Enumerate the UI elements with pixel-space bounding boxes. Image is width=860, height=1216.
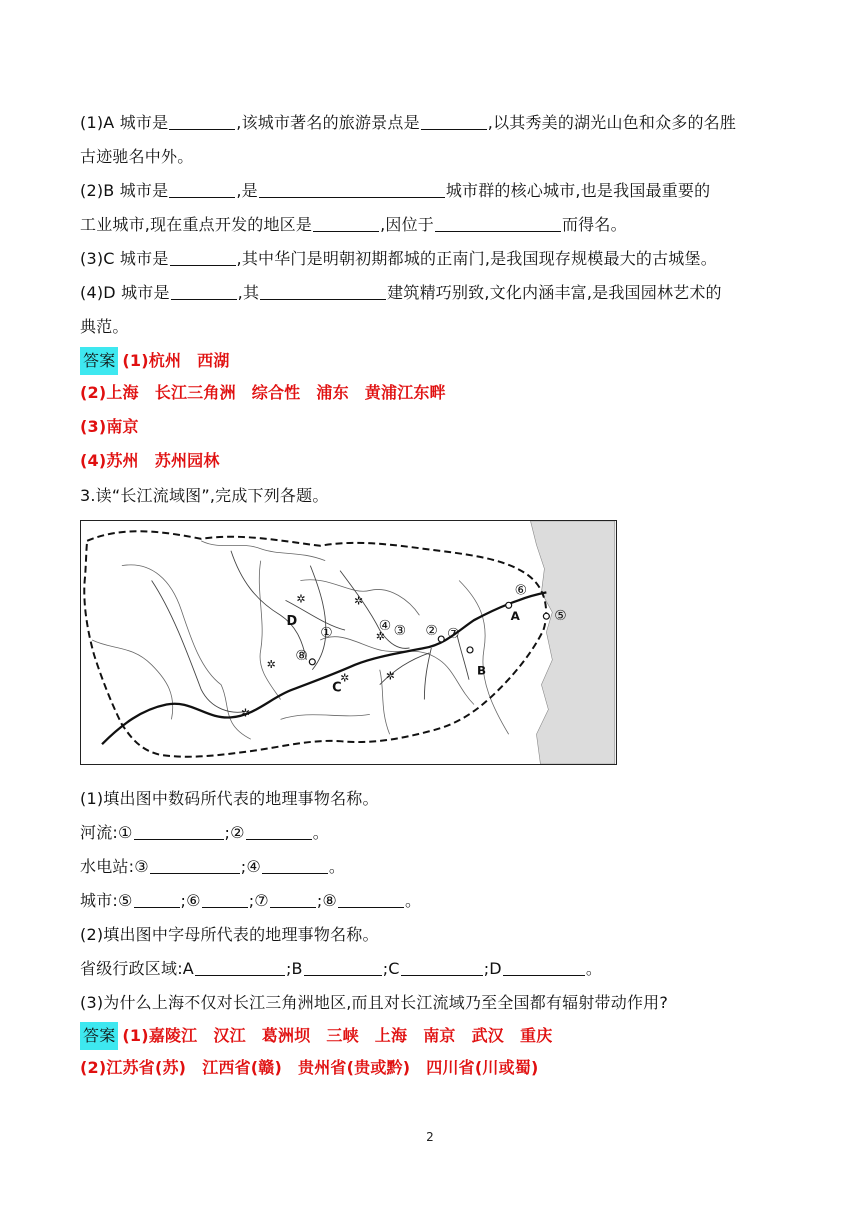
text: 而得名。 bbox=[561, 215, 627, 234]
text: ;C bbox=[382, 959, 400, 978]
q3-river-line bbox=[80, 821, 800, 845]
answer-item: 武汉 bbox=[471, 1026, 505, 1045]
label-D: D bbox=[286, 614, 298, 630]
text: ;④ bbox=[240, 857, 261, 876]
text: (2)B 城市是 bbox=[80, 181, 169, 200]
answer-item: 黄浦江东畔 bbox=[364, 383, 446, 402]
text: ;D bbox=[483, 959, 502, 978]
blank bbox=[304, 957, 382, 976]
blank bbox=[260, 281, 386, 300]
answer-item: 四川省(川或蜀) bbox=[426, 1058, 539, 1077]
text: ,其 bbox=[237, 283, 260, 302]
city-marker bbox=[467, 647, 473, 653]
blank bbox=[259, 179, 445, 198]
q2-part2-line2 bbox=[80, 213, 800, 237]
yangtze-basin-map bbox=[80, 520, 617, 765]
q2-part1-line1 bbox=[80, 111, 800, 135]
label-1: ① bbox=[320, 625, 333, 642]
answer-item: 重庆 bbox=[520, 1026, 553, 1045]
text: ,该城市著名的旅游景点是 bbox=[236, 113, 420, 132]
label-2: ② bbox=[425, 623, 438, 640]
blank bbox=[313, 213, 379, 232]
answer-item: 贵州省(贵或黔) bbox=[298, 1058, 411, 1077]
q3-answer-line-2 bbox=[80, 1056, 800, 1080]
text: 。 bbox=[404, 891, 422, 910]
q3-answer-line-1 bbox=[80, 1022, 800, 1050]
answer-item: (4)苏州 bbox=[80, 451, 139, 470]
blank bbox=[169, 111, 235, 130]
q2-answer-line-2 bbox=[80, 381, 800, 405]
q3-part2-title bbox=[80, 923, 800, 947]
text: 城市群的核心城市,也是我国最重要的 bbox=[445, 181, 711, 200]
label-7: ⑦ bbox=[447, 626, 460, 643]
text: 城市:⑤ bbox=[80, 891, 133, 910]
answer-item: 综合性 bbox=[251, 383, 301, 402]
tributary-rivers bbox=[152, 551, 469, 712]
text: (1)A 城市是 bbox=[80, 113, 169, 132]
map-labels bbox=[287, 582, 567, 695]
answer-item: 上海 bbox=[374, 1026, 408, 1045]
answer-label: 答案 bbox=[80, 1022, 118, 1050]
city-marker bbox=[438, 636, 444, 642]
text: 古迹驰名中外。 bbox=[80, 147, 194, 166]
q2-part3-line bbox=[80, 247, 800, 271]
text: 工业城市,现在重点开发的地区是 bbox=[80, 215, 313, 234]
label-6: ⑥ bbox=[514, 582, 528, 599]
blank bbox=[401, 957, 483, 976]
answer-item: 葛洲坝 bbox=[261, 1026, 311, 1045]
text: ,是 bbox=[236, 181, 258, 200]
q3-part1-title bbox=[80, 787, 800, 811]
hydro-stars bbox=[241, 592, 395, 719]
city-marker bbox=[506, 602, 512, 608]
q3-title bbox=[80, 484, 800, 508]
answer-item: (2)江苏省(苏) bbox=[80, 1058, 187, 1077]
blank bbox=[150, 855, 240, 874]
blank bbox=[503, 957, 585, 976]
answer-item: 长江三角洲 bbox=[154, 383, 236, 402]
q3-part3-title bbox=[80, 991, 800, 1015]
label-C: C bbox=[332, 680, 342, 696]
text: 。 bbox=[312, 823, 329, 842]
blank bbox=[195, 957, 285, 976]
text: (1)填出图中数码所代表的地理事物名称。 bbox=[80, 789, 379, 808]
text: 河流:① bbox=[80, 823, 133, 842]
q2-answer-line-1 bbox=[80, 347, 800, 375]
label-B: B bbox=[476, 663, 487, 678]
q2-part4-line2 bbox=[80, 315, 800, 339]
label-4: ④ bbox=[378, 618, 392, 635]
star-icon: ✲ bbox=[266, 657, 276, 671]
star-icon: ✲ bbox=[375, 630, 385, 644]
answer-item: 苏州园林 bbox=[154, 451, 220, 470]
text: (2)填出图中字母所代表的地理事物名称。 bbox=[80, 925, 379, 944]
answer-item: 汉江 bbox=[213, 1026, 246, 1045]
label-5: ⑤ bbox=[554, 608, 567, 625]
q2-part2-line1 bbox=[80, 179, 800, 203]
page-number: 2 bbox=[426, 1130, 434, 1144]
answer-item: 三峡 bbox=[326, 1026, 359, 1045]
answer-item: (3)南京 bbox=[80, 417, 139, 436]
answer-item: (1)嘉陵江 bbox=[122, 1026, 198, 1045]
star-icon: ✲ bbox=[240, 706, 251, 720]
text: 。 bbox=[585, 959, 603, 978]
q2-answer-line-4 bbox=[80, 449, 800, 473]
blank bbox=[134, 821, 224, 840]
star-icon: ✲ bbox=[296, 592, 306, 606]
text: ;⑥ bbox=[180, 891, 201, 910]
text: (4)D 城市是 bbox=[80, 283, 170, 302]
city-marker bbox=[543, 613, 549, 619]
star-icon: ✲ bbox=[385, 669, 395, 683]
blank bbox=[169, 179, 235, 198]
blank bbox=[202, 889, 248, 908]
text: 典范。 bbox=[80, 317, 129, 336]
answer-item: 南京 bbox=[423, 1026, 456, 1045]
text: 省级行政区域:A bbox=[80, 959, 194, 978]
text: 3.读“长江流域图”,完成下列各题。 bbox=[80, 486, 329, 505]
blank bbox=[246, 821, 312, 840]
q3-city-line bbox=[80, 889, 800, 913]
blank bbox=[134, 889, 180, 908]
text: 建筑精巧别致,文化内涵丰富,是我国园林艺术的 bbox=[387, 283, 722, 302]
q2-part4-line1 bbox=[80, 281, 800, 305]
basin-boundary bbox=[84, 531, 546, 756]
answer-item: (2)上海 bbox=[80, 383, 139, 402]
blank bbox=[421, 111, 487, 130]
text: 水电站:③ bbox=[80, 857, 149, 876]
city-marker bbox=[309, 659, 315, 665]
q3-province-line bbox=[80, 957, 800, 981]
answer-item: 浦东 bbox=[316, 383, 349, 402]
answer-item: 江西省(赣) bbox=[202, 1058, 283, 1077]
blank bbox=[270, 889, 316, 908]
label-8: ⑧ bbox=[295, 647, 308, 664]
text: ;⑧ bbox=[316, 891, 337, 910]
q2-part1-line2 bbox=[80, 145, 800, 169]
q3-hydro-line bbox=[80, 855, 800, 879]
label-A: A bbox=[510, 609, 520, 624]
text: ,其中华门是明朝初期都城的正南门,是我国现存规模最大的古城堡。 bbox=[236, 249, 717, 268]
answer-item: 西湖 bbox=[197, 351, 230, 370]
text: ;⑦ bbox=[248, 891, 269, 910]
q2-answer-line-3 bbox=[80, 415, 800, 439]
text: (3)为什么上海不仅对长江三角洲地区,而且对长江流域乃至全国都有辐射带动作用? bbox=[80, 993, 669, 1012]
answer-item: (1)杭州 bbox=[122, 351, 182, 370]
text: ,以其秀美的湖光山色和众多的名胜 bbox=[487, 113, 737, 132]
text: ,因位于 bbox=[380, 215, 434, 234]
label-3: ③ bbox=[393, 623, 407, 640]
blank bbox=[262, 855, 328, 874]
text: (3)C 城市是 bbox=[80, 249, 169, 268]
text: ;② bbox=[224, 823, 245, 842]
text: ;B bbox=[285, 959, 303, 978]
star-icon: ✲ bbox=[353, 594, 364, 608]
blank bbox=[170, 247, 236, 266]
blank bbox=[338, 889, 404, 908]
sea-area bbox=[531, 521, 615, 764]
blank bbox=[435, 213, 561, 232]
star-icon: ✲ bbox=[340, 671, 350, 685]
blank bbox=[171, 281, 237, 300]
answer-label: 答案 bbox=[80, 347, 118, 375]
text: 。 bbox=[328, 857, 346, 876]
